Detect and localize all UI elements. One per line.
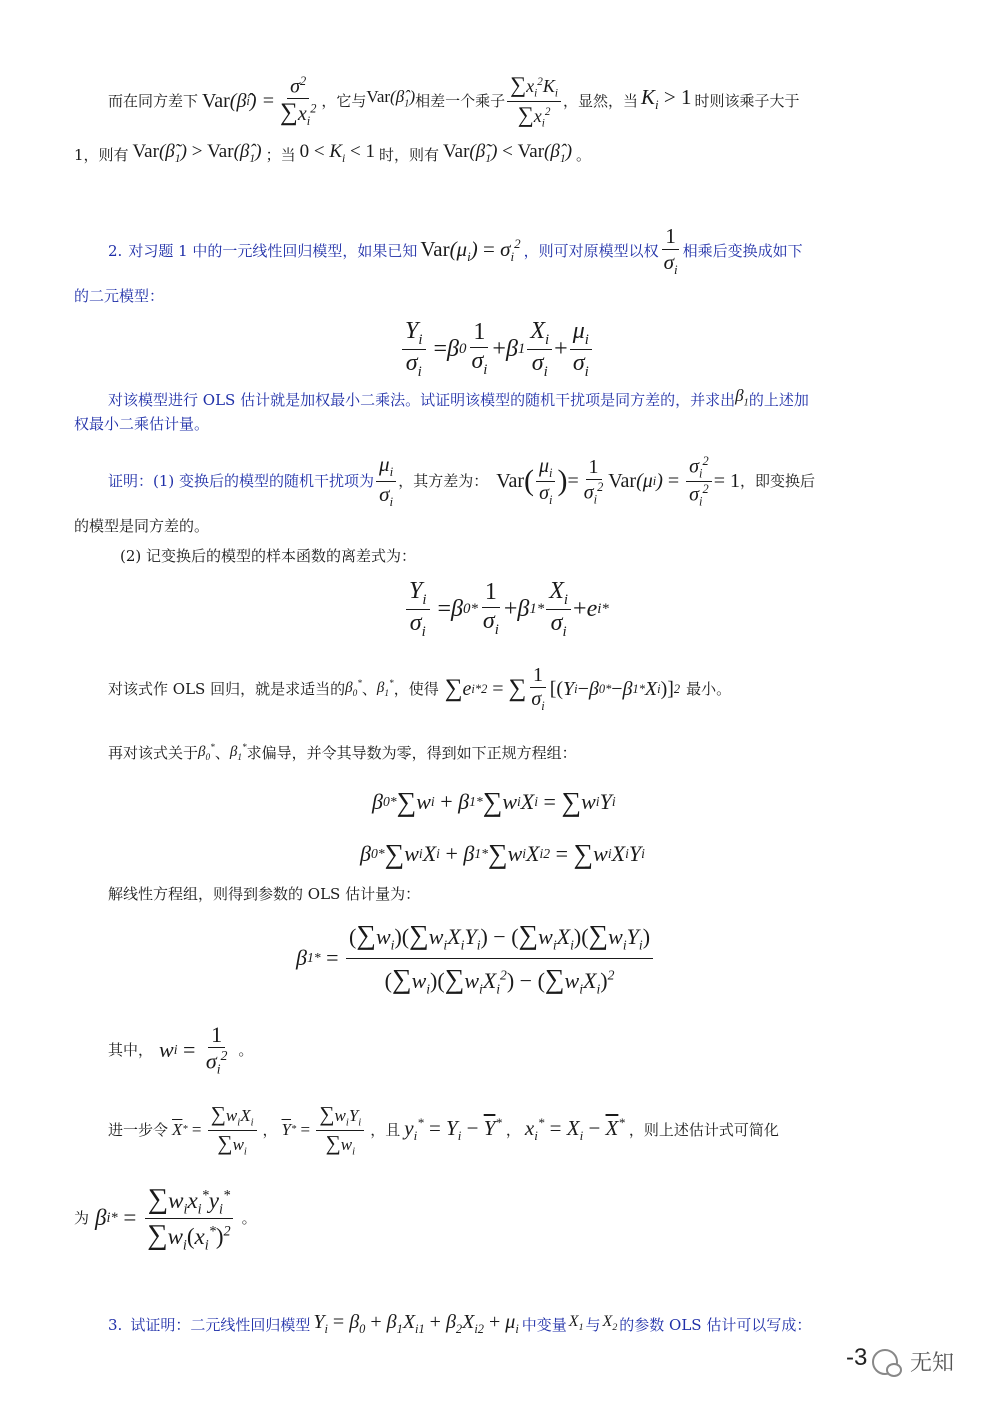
- q2-number: 2.: [108, 242, 123, 260]
- proof-text-4b: 、: [361, 680, 377, 698]
- formula-var-beta-hat: Var ( β̂ i ) = $\frac{\sigma^2}{\sum x_i^2}$: [202, 73, 317, 129]
- q3-text-a: 试证明：二元线性回归模型: [130, 1316, 311, 1334]
- formula-x1: $X_1$: [568, 1312, 584, 1334]
- proof-label: 证明：(1) 变换后的模型的随机干扰项为: [108, 472, 375, 490]
- chat-bubble-icon: [872, 1349, 898, 1375]
- q3-text-b: 中变量: [521, 1316, 567, 1334]
- formula-var-beta1-hat: $Var(\betâ_1)$: [366, 87, 416, 110]
- q2-text-1: 对该模型进行 OLS 估计就是加权最小二乘法。试证明该模型的随机干扰项是同方差的，并求出: [108, 390, 736, 409]
- proof-text-5b: 、: [214, 744, 230, 762]
- q2-text-b: ，则可对原模型以权: [523, 242, 659, 260]
- formula-y-star: $y_i^* = Y_i - \overline{Y}^*$: [404, 1115, 502, 1144]
- para1-text-f: 1，则有: [74, 146, 129, 164]
- proof-text-8a: 进一步令: [108, 1121, 169, 1139]
- proof-line6: 解线性方程组，则得到参数的 OLS 估计量为：: [108, 885, 421, 903]
- formula-beta1: $\beta_1$: [735, 386, 749, 409]
- formula-beta0-star-2: $\beta_0^*$: [198, 743, 215, 763]
- para1-text-h: 时，则有: [379, 146, 440, 164]
- formula-k-gt-1: $K_i > 1$: [641, 84, 692, 113]
- watermark: [872, 1346, 954, 1377]
- formula-weight: $\frac{1}{\sigma_i}$: [663, 224, 678, 277]
- formula-y-bar-star: $\overline{Y}$ * = $\frac{\sum w_iY_i}{\sum w_i}$: [282, 1102, 367, 1158]
- proof-line3: (2) 记变换后的模型的样本函数的离差式为：: [120, 547, 417, 565]
- formula-k-range: $0 < K_i < 1$: [299, 140, 375, 165]
- formula-beta1-star: $\beta_1^*$: [376, 679, 394, 699]
- proof-text-9a: 为: [74, 1209, 90, 1227]
- q3-number: 3.: [108, 1316, 123, 1334]
- para1-text-c: 相差一个乘子: [415, 92, 506, 110]
- q2-text-1b: 的上述加: [748, 390, 809, 409]
- proof-text-8c: ，且: [370, 1121, 401, 1139]
- formula-normal-eq-2: β 0 * ∑ w i X i + β 1 * ∑ w i X i 2 = ∑ w i X i Y i: [360, 838, 645, 869]
- formula-transformed-model: $\frac{Y_i}{\sigma_i}$ = β 0 $\frac{1}{\sigma_i}$ + β 1 $\frac{X_i}{\sigma_i}$ + $\frac{\mu_i}{\sigma_i}$: [400, 316, 594, 382]
- formula-multiplier: $\frac{\sum x_i^2K_i}{\sum x_i^2}$: [505, 72, 563, 130]
- proof-text-c: ，即变换后: [739, 472, 815, 490]
- formula-x-star: $x_i^* = X_i - \overline{X}^*$: [524, 1115, 625, 1144]
- para1-text-e: 时则该乘子大于: [694, 92, 800, 110]
- para1-line2: [74, 138, 591, 172]
- proof-text-4c: ，使得: [393, 680, 439, 698]
- proof-text-4a: 对该式作 OLS 回归，就是求适当的: [108, 680, 346, 698]
- formula-beta1-star-2: $\beta_1^*$: [229, 743, 247, 763]
- formula-var-ineq-1: $Var(\betã_1)$ > $Var(\betâ_1)$: [132, 140, 262, 165]
- watermark-text: 无知: [910, 1351, 955, 1376]
- proof-line4: [108, 666, 731, 712]
- formula-w-def: w i = $\frac{1}{\sigma_i^2}$: [159, 1022, 228, 1078]
- page-number: -3: [846, 1344, 868, 1371]
- formula-x-bar-star: $\overline{X}$ * = $\frac{\sum w_iX_i}{\sum w_i}$: [172, 1102, 259, 1158]
- proof-text-8b: ，: [262, 1121, 278, 1139]
- q2-line2: 的二元模型：: [74, 287, 165, 305]
- para1-text-g: ；当: [265, 146, 296, 164]
- proof-line2: 的模型是同方差的。: [74, 517, 210, 535]
- formula-two-var-model: $Y_i = \beta_0 + \beta_1X_{i1} + \beta_2X_{i2} + \mu_i$: [313, 1310, 519, 1336]
- formula-variance-derivation: Var ( $\frac{\mu_i}{\sigma_i}$ ) = $\frac{1}{\sigma_i^2}$ Var (μ i ) = $\frac{\sigma_i^2}{\sigma_i^2}$ = 1: [496, 453, 740, 509]
- proof-line1: [108, 452, 815, 510]
- proof-text-8e: ，则上述估计式可简化: [628, 1121, 779, 1139]
- formula-beta1-estimator: β 1 * = $\frac{(\sum w_i)(\sum w_iX_iY_i) - (\sum w_iX_i)(\sum w_iY_i)}{(\sum w_i)(\sum w_iX_i^2) - (\sum w_iX_i)^2}$: [296, 910, 655, 1006]
- proof-line8: [108, 1098, 779, 1162]
- para1-text-i: 。: [576, 146, 592, 164]
- formula-var-mu: $Var(\mu_i) = \sigma_i^2$: [420, 236, 521, 265]
- para1-text-b: ，它与: [321, 92, 367, 110]
- para1-text-a: 而在同方差下: [108, 92, 199, 110]
- formula-sample-function: $\frac{Y_i}{\sigma_i}$ = β 0 * $\frac{1}{\sigma_i}$ + β 1 * $\frac{X_i}{\sigma_i}$ + e i *: [404, 576, 609, 642]
- proof-text-5a: 再对该式关于: [108, 744, 199, 762]
- proof-line7: [108, 1018, 253, 1082]
- proof-line5: [108, 738, 577, 768]
- formula-mu-over-sigma: $\frac{\mu_i}{\sigma_i}$: [374, 452, 398, 509]
- q2-text-c: 相乘后变换成如下: [682, 242, 803, 260]
- q3-text-d: 的参数 OLS 估计可以写成：: [619, 1316, 812, 1334]
- para1-line1: [108, 72, 800, 130]
- proof-text-b: ，其方差为：: [398, 472, 489, 490]
- q2-text-line2: 权最小二乘估计量。: [74, 415, 210, 433]
- proof-text-4d: 最小。: [686, 680, 732, 698]
- proof-text-9b: 。: [241, 1209, 257, 1227]
- formula-beta-simplified: β i * = $\frac{\sum w_ix_i^*y_i^*}{\sum w_i(x_i^*)^2}$: [95, 1183, 236, 1254]
- proof-text-7a: 其中，: [108, 1041, 154, 1059]
- formula-var-ineq-2: $Var(\betã_1)$ < $Var(\betâ_1)$: [443, 140, 573, 165]
- formula-x2: $X_2$: [602, 1312, 618, 1334]
- proof-line9: [74, 1176, 257, 1260]
- q2-line1: [108, 222, 803, 280]
- formula-normal-eq-1: β 0 * ∑ w i + β 1 * ∑ w i X i = ∑ w i Y i: [372, 786, 616, 817]
- q2-text-line1: [108, 386, 809, 413]
- formula-min-objective: ∑ e i *2 = ∑ $\frac{1}{\sigma_i}$ [( Y i − β 0 * − β 1 * X i )] 2: [444, 664, 681, 714]
- q2-text-a: 对习题 1 中的一元线性回归模型，如果已知: [128, 242, 418, 260]
- q3-text-c: 与: [585, 1316, 601, 1334]
- proof-text-5c: 求偏导，并令其导数为零，得到如下正规方程组：: [246, 744, 577, 762]
- proof-text-7b: 。: [238, 1041, 254, 1059]
- formula-beta0-star: $\beta_0^*$: [345, 679, 362, 699]
- para1-text-d: ，显然，当: [562, 92, 638, 110]
- proof-text-8d: ，: [505, 1121, 521, 1139]
- q3-line: [108, 1310, 811, 1340]
